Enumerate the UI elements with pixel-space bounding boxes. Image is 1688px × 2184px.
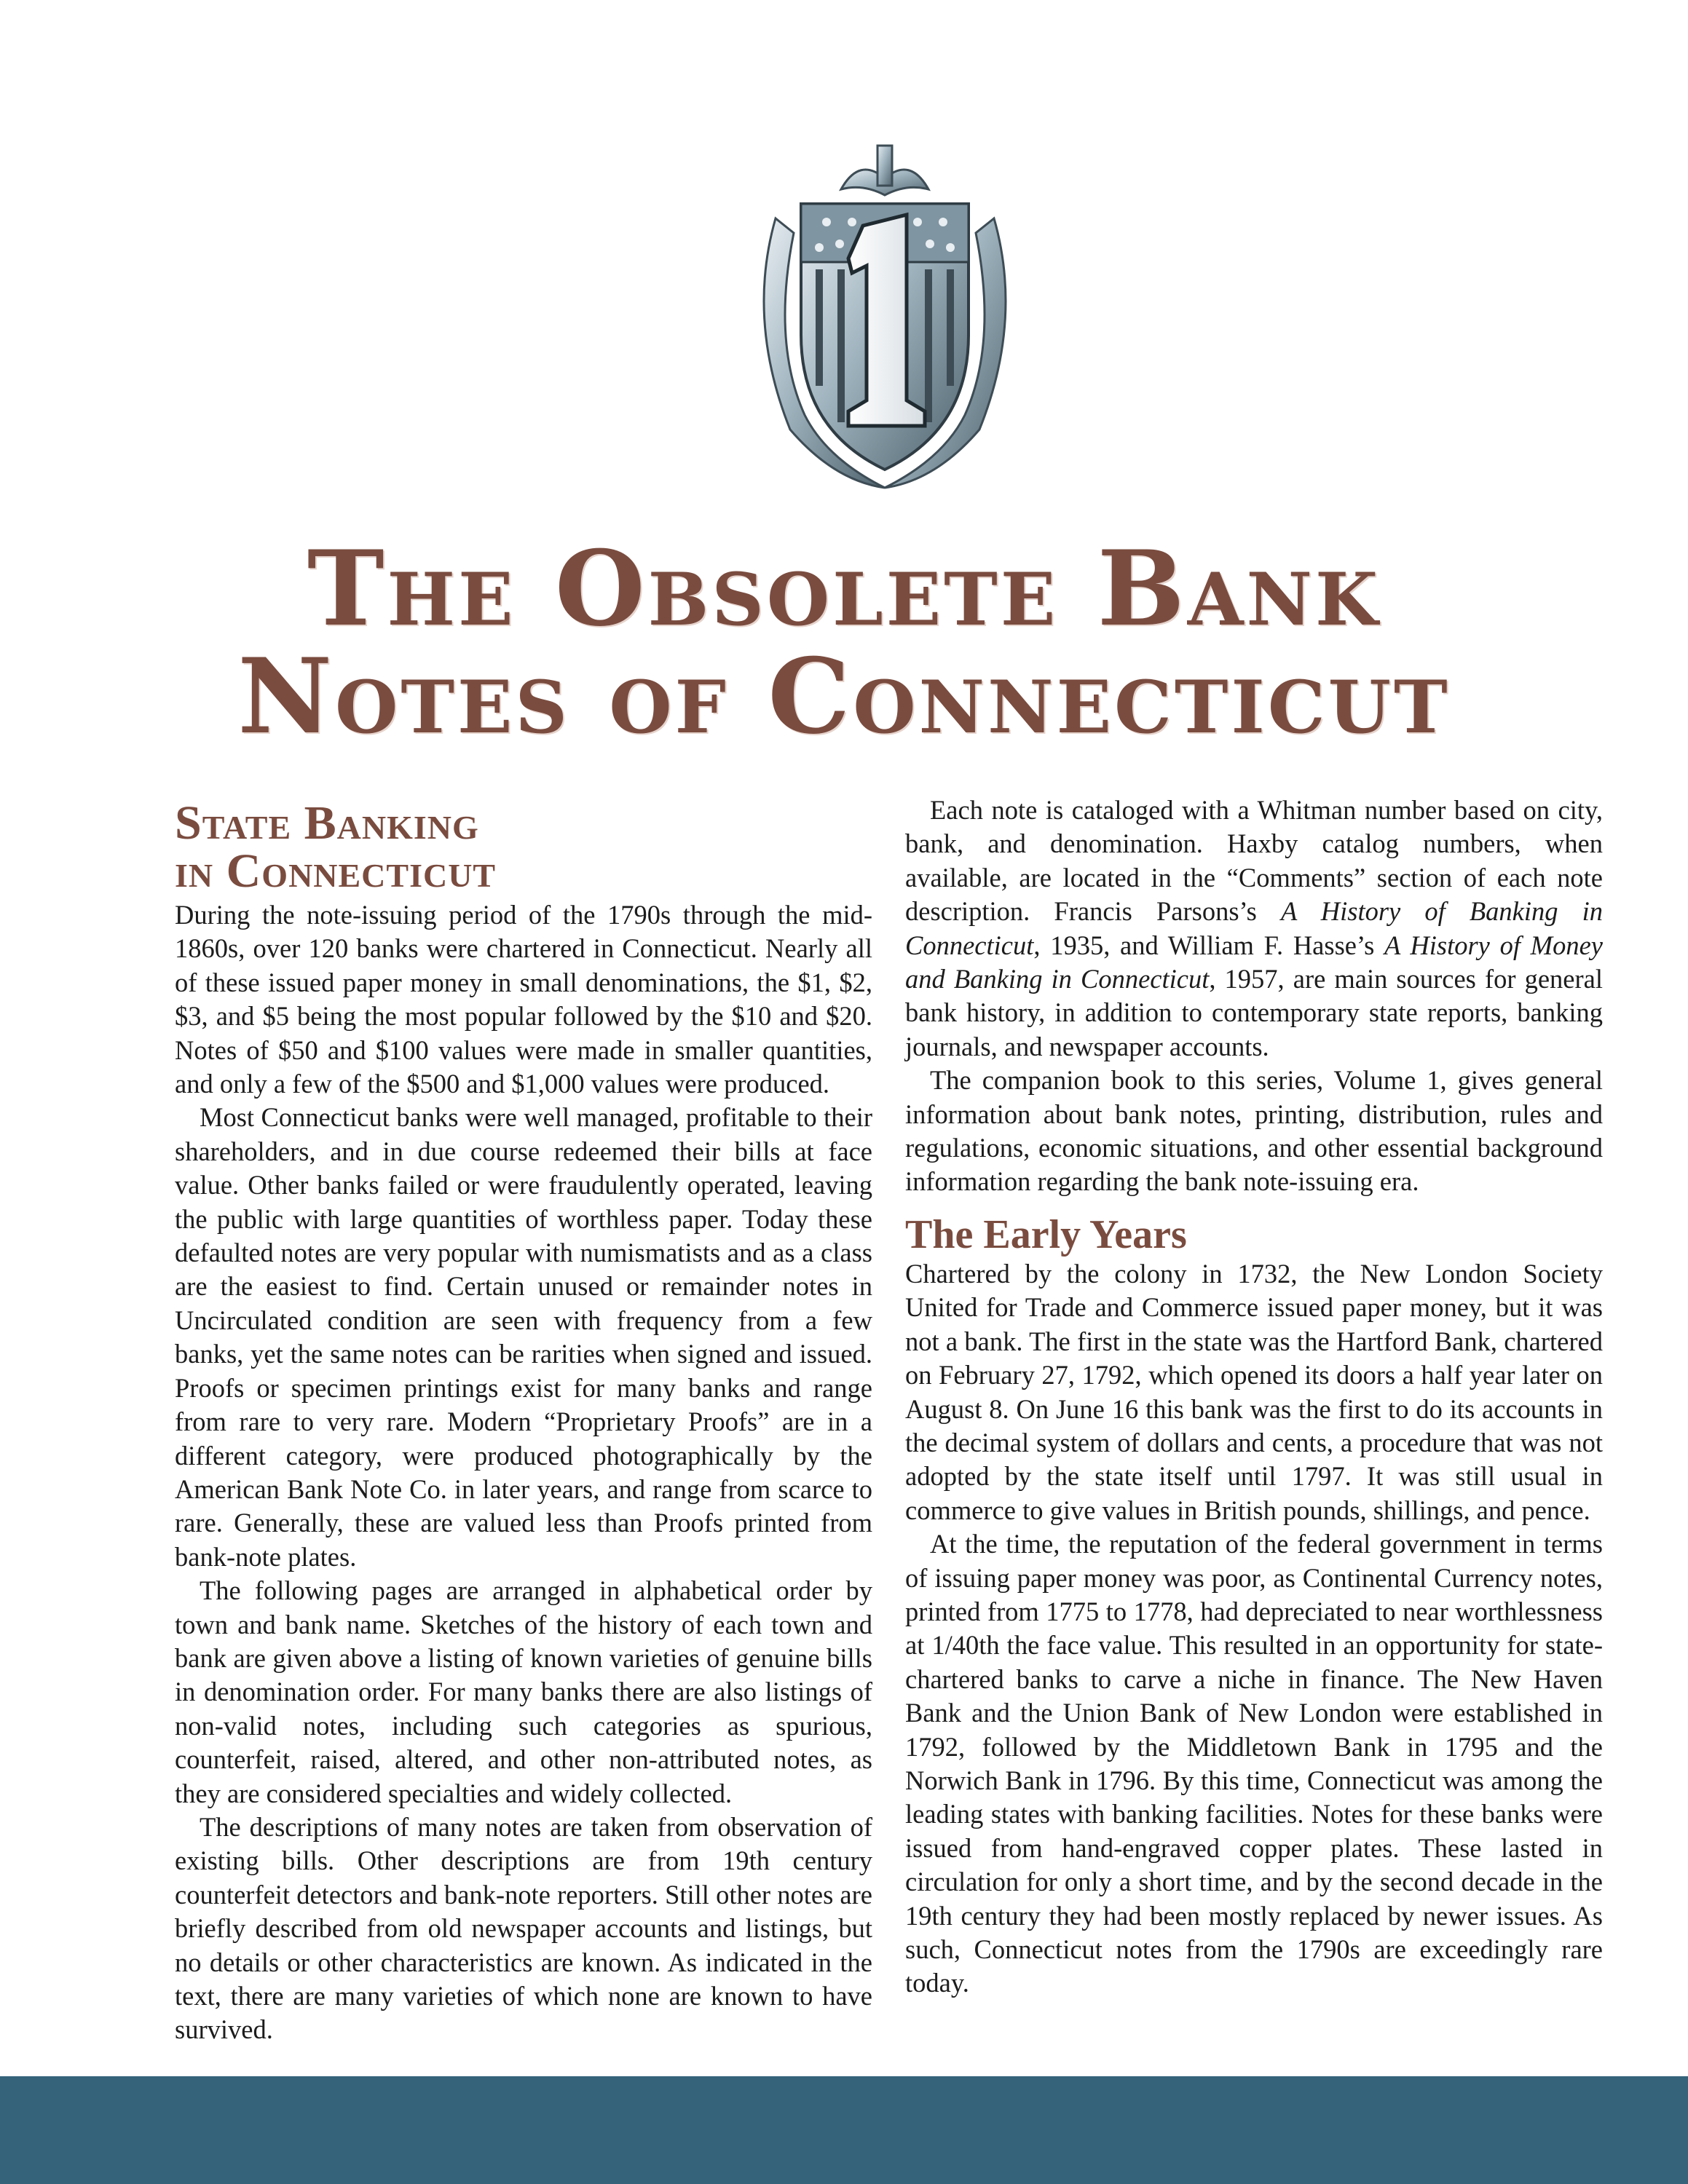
section-heading-state-banking <box>175 794 872 898</box>
book-title: A History of Money and Banking in Connecticut <box>905 930 1603 994</box>
text-run: , 1957, are main sources for general bank history, in addition to contemporary state reports, banking journals, and newspaper accounts. <box>905 964 1603 1061</box>
paragraph: The following pages are arranged in alphabetical order by town and bank name. Sketches of the history of each town and bank are given above a listing of known varieties of genuine bills in denomination order. For many banks there are also listings of non-valid notes, including such categories as spurious, counterfeit, raised, altered, and other non-attributed notes, as they are considered specialties and widely collected. <box>175 1575 872 1808</box>
footer-band <box>0 2076 1688 2184</box>
paragraph: Most Connecticut banks were well managed, profitable to their shareholders, and in due course redeemed their bills at face value. Other banks failed or were fraudulently operated, leaving the public with large quantities of worthless paper. Today these defaulted notes are very popular with numismatists and as a class are the easiest to find. Certain unused or remainder notes in Uncirculated condition are seen with frequency from a few banks, yet the same notes can be rarities when signed and issued. Proofs or specimen printings exist for many banks and range from rare to very rare. Modern “Proprietary Proofs” are in a different category, were produced photographically by the American Bank Note Co. in later years, and range from scarce to rare. Generally, these are valued less than Proofs printed from bank-note plates. <box>175 1102 872 1572</box>
title-line-1: The Obsolete Bank <box>307 529 1381 649</box>
paragraph-catalog-sources <box>905 794 1603 1064</box>
heading-line-2: in Connecticut <box>175 844 497 898</box>
paragraph: During the note-issuing period of the 1790s through the mid-1860s, over 120 banks were chartered in Connecticut. Nearly all of these issued paper money in small denominations, the $1, $2, $3, and $5 being the most popular followed by the $10 and $20. Notes of $50 and $100 values were made in smaller quantities, and only a few of the $500 and $1,000 values were produced. <box>175 900 872 1099</box>
heading-line-1: State Banking <box>175 796 479 850</box>
paragraph: The descriptions of many notes are taken from observation of existing bills. Other descriptions are from 19th century counterfeit detectors and bank-note reporters. Still other notes are briefly described from old newspaper accounts and listings, but no details or other characteristics are known. As indicated in the text, there are many varieties of which none are known to have survived. <box>175 1811 872 2045</box>
section-heading-early-years: The Early Years <box>905 1211 1187 1257</box>
paragraph: Chartered by the colony in 1732, the New London Society United for Trade and Commerce issued paper money, but it was not a bank. The first in the state was the Hartford Bank, chartered on February 27, 1792, which opened its doors a half year later on August 8. On June 16 this bank was the first to do its accounts in the decimal system of dollars and cents, a procedure that was not adopted by the state itself until 1797. It was still usual in commerce to give values in British pounds, shillings, and pence. <box>905 1258 1603 1525</box>
left-column <box>175 794 872 2047</box>
right-column <box>905 794 1603 2001</box>
shield-numeral-one-icon <box>732 138 1038 502</box>
text-run: Each note is cataloged with a Whitman number based on city, bank, and denomination. Haxby catalog numbers, when available, are located in the “Comments” section of each note description. Francis Parsons’s <box>905 795 1603 927</box>
title-line-2: Notes of Connecticut <box>237 636 1451 757</box>
paragraph: The companion book to this series, Volume 1, gives general information about bank notes, printing, distribution, rules and regulations, economic situations, and other essential background information regarding the bank note-issuing era. <box>905 1065 1603 1197</box>
page-title <box>0 529 1688 757</box>
text-run: , 1935, and William F. Hasse’s <box>1033 930 1385 960</box>
paragraph: At the time, the reputation of the federal government in terms of issuing paper money was poor, as Continental Currency notes, printed from 1775 to 1778, had depreciated to near worthlessness at 1/40th the face value. This resulted in an opportunity for state-chartered banks to carve a niche in finance. The New Haven Bank and the Union Bank of New London were established in 1792, followed by the Middletown Bank in 1795 and the Norwich Bank in 1796. By this time, Connecticut was among the leading states with banking facilities. Notes for these banks were issued from hand-engraved copper plates. These lasted in circulation for only a short time, and by the second decade in the 19th century they had been mostly replaced by newer issues. As such, Connecticut notes from the 1790s are exceedingly rare today. <box>905 1529 1603 1998</box>
book-title: A History of Banking in Connecticut <box>905 896 1603 960</box>
